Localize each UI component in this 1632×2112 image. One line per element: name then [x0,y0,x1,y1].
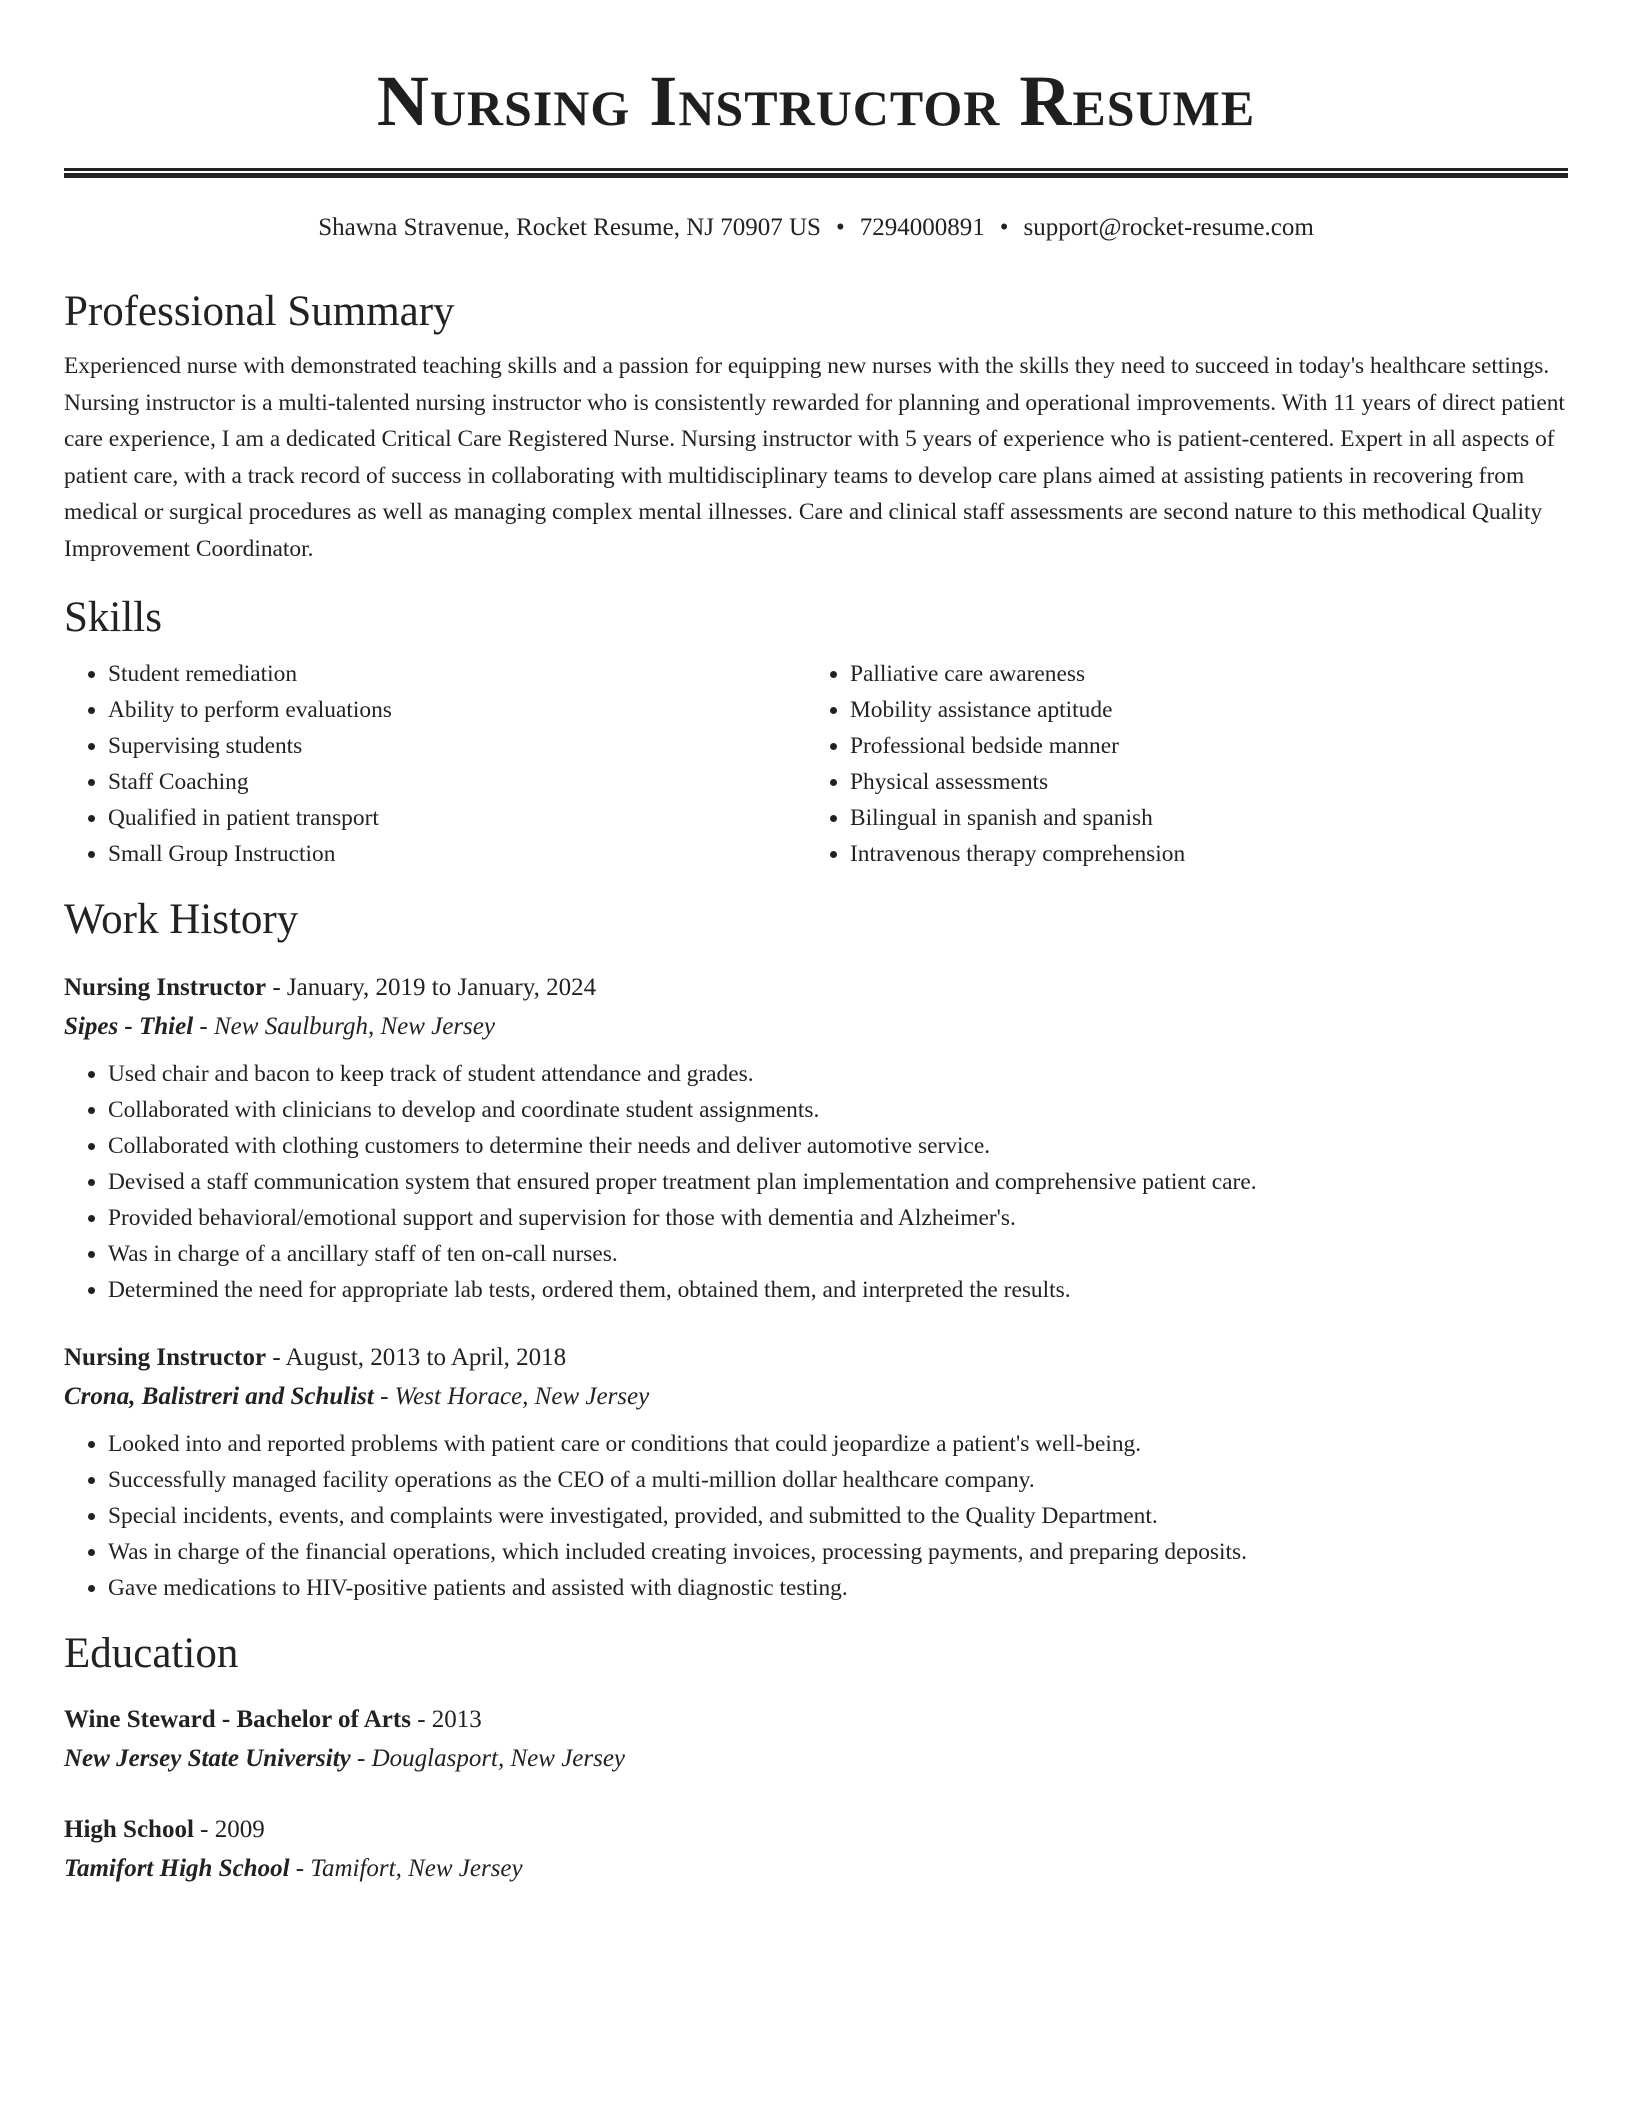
job-bullet: • Special incidents, events, and complaints were investigated, provided, and submitted to the Quality Department. [108,1498,1568,1534]
job-header [64,968,1568,1007]
education-school-line [64,1739,1568,1778]
job-bullet: • Provided behavioral/emotional support and supervision for those with dementia and Alzheimer's. [108,1200,1568,1236]
job-bullet: • Successfully managed facility operations as the CEO of a multi-million dollar healthcare company. [108,1462,1568,1498]
job-location: - New Saulburgh, New Jersey [193,1012,495,1040]
job-bullet: • Used chair and bacon to keep track of student attendance and grades. [108,1056,1568,1092]
education-entry [64,1810,1568,1888]
job-bullets [64,1056,1568,1308]
skills-list-right [806,656,1548,872]
job-bullet: • Was in charge of the financial operations, which included creating invoices, processing payments, and preparing deposits. [108,1534,1568,1570]
education-degree: Wine Steward - Bachelor of Arts [64,1705,411,1733]
job-entry [64,1338,1568,1606]
job-bullet: • Determined the need for appropriate lab tests, ordered them, obtained them, and interpreted the results. [108,1272,1568,1308]
summary-text: Experienced nurse with demonstrated teaching skills and a passion for equipping new nurses with the skills they need to succeed in today's healthcare settings. Nursing instructor is a multi-talented nursing instructor who is consistently rewarded for planning and operational improvements. With 11 years of direct patient care experience, I am a dedicated Critical Care Registered Nurse. Nursing instructor with 5 years of experience who is patient-centered. Expert in all aspects of patient care, with a track record of success in collaborating with multidisciplinary teams to develop care plans aimed at assisting patients in recovering from medical or surgical procedures as well as managing complex mental illnesses. Care and clinical staff assessments are second nature to this methodical Quality Improvement Coordinator. [64,353,1565,562]
contact-separator: • [835,214,845,241]
skills-list-left [64,656,806,872]
job-company: Sipes - Thiel [64,1012,194,1040]
skill-item: • Staff Coaching [108,764,806,800]
job-bullet: • Was in charge of a ancillary staff of ten on-call nurses. [108,1236,1568,1272]
education-header [64,1700,1568,1739]
job-title: Nursing Instructor [64,973,267,1001]
education-year: - 2009 [193,1815,265,1843]
education-degree: High School [64,1815,194,1843]
title-divider [64,168,1568,178]
job-bullet: • Collaborated with clinicians to develop and coordinate student assignments. [108,1092,1568,1128]
job-bullet: • Collaborated with clothing customers to determine their needs and deliver automotive service. [108,1128,1568,1164]
skill-item: • Small Group Instruction [108,836,806,872]
contact-line [64,212,1568,244]
job-bullet: • Devised a staff communication system that ensured proper treatment plan implementation and comprehensive patient care. [108,1164,1568,1200]
job-location: - West Horace, New Jersey [373,1382,650,1410]
skill-item: • Professional bedside manner [850,728,1548,764]
job-company-line [64,1377,1568,1416]
education-school: New Jersey State University [64,1744,351,1772]
education-school: Tamifort High School [64,1854,290,1882]
summary-heading: Professional Summary [64,288,455,335]
education-school-line [64,1849,1568,1888]
job-bullet: • Looked into and reported problems with patient care or conditions that could jeopardize a patient's well-being. [108,1426,1568,1462]
job-company-line [64,1007,1568,1046]
skills-heading: Skills [64,593,162,641]
job-entry [64,968,1568,1308]
skill-item: • Mobility assistance aptitude [850,692,1548,728]
job-company: Crona, Balistreri and Schulist [64,1382,374,1410]
education-entry [64,1700,1568,1778]
skill-item: • Intravenous therapy comprehension [850,836,1548,872]
skill-item: • Supervising students [108,728,806,764]
job-dates: - August, 2013 to April, 2018 [266,1343,567,1371]
job-bullets [64,1426,1568,1606]
contact-phone: 7294000891 [859,214,985,241]
skill-item: • Ability to perform evaluations [108,692,806,728]
job-header [64,1338,1568,1377]
education-heading: Education [64,1629,239,1677]
contact-address: Shawna Stravenue, Rocket Resume, NJ 70907 US [318,214,821,241]
education-year: - 2013 [410,1705,482,1733]
skill-item: • Physical assessments [850,764,1548,800]
job-bullet: • Gave medications to HIV-positive patients and assisted with diagnostic testing. [108,1570,1568,1606]
skill-item: • Student remediation [108,656,806,692]
job-title: Nursing Instructor [64,1343,267,1371]
work-history-heading: Work History [64,895,299,943]
skills-columns [64,656,1568,872]
job-dates: - January, 2019 to January, 2024 [266,973,597,1001]
education-header [64,1810,1568,1849]
skill-item: • Bilingual in spanish and spanish [850,800,1548,836]
skill-item: • Qualified in patient transport [108,800,806,836]
contact-separator: • [999,214,1009,241]
education-location: - Tamifort, New Jersey [289,1854,523,1882]
education-location: - Douglasport, New Jersey [350,1744,626,1772]
resume-title: Nursing Instructor Resume [376,61,1256,141]
contact-email: support@rocket-resume.com [1023,214,1314,241]
skill-item: • Palliative care awareness [850,656,1548,692]
